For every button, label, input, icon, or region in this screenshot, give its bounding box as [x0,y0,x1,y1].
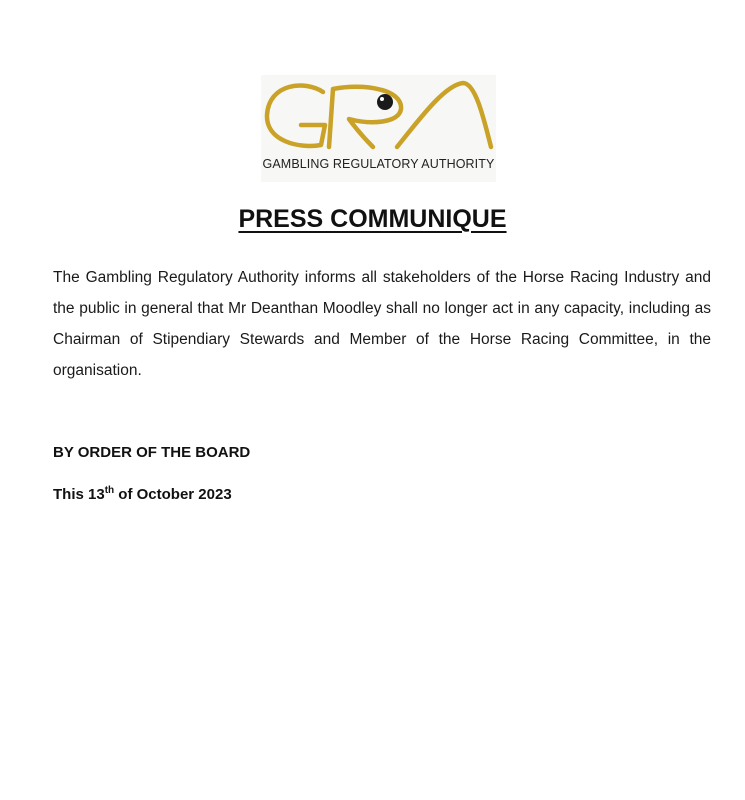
logo-caption: GAMBLING REGULATORY AUTHORITY [262,157,495,171]
date-ordinal: th [104,485,115,496]
gra-logo [261,75,496,182]
date-prefix: This 13 [53,486,105,503]
communique-body: The Gambling Regulatory Authority informs all stakeholders of the Horse Racing Industry and the public in general that Mr Deanthan Moodley shall no longer act in any capacity, including as Chairman of Stipendiary Stewards and Member of the Horse Racing Committee, in the organisation. [53,269,711,379]
gra-logo-mark [261,75,496,160]
page-title: PRESS COMMUNIQUE [238,205,507,233]
order-line: BY ORDER OF THE BOARD [53,444,251,461]
date-suffix: of October 2023 [114,486,232,503]
date-line [53,486,232,503]
